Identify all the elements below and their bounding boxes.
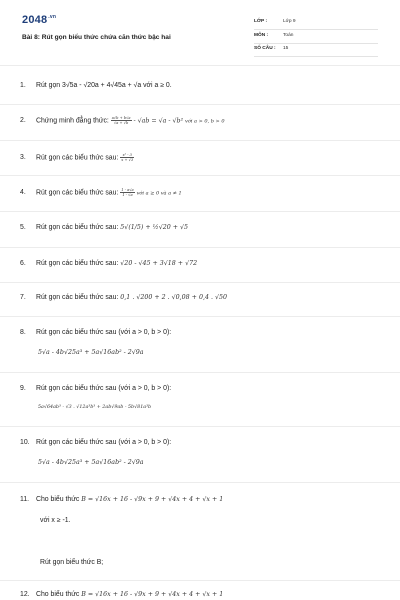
divider bbox=[0, 175, 400, 176]
divider bbox=[254, 56, 378, 57]
header-divider bbox=[0, 65, 400, 66]
divider bbox=[0, 580, 400, 581]
divider bbox=[0, 247, 400, 248]
question-2: 2. Chứng minh đẳng thức: $\frac{a√b + b√a}{√a + √b}$ - √ab = √a - √b² với a > 0, b > 0 bbox=[20, 116, 225, 125]
question-1: 1. Rút gọn 3√5a - √20a + 4√45a + √a với a ≥ 0. bbox=[20, 82, 172, 89]
question-9: 9. Rút gọn các biểu thức sau (với a > 0, b > 0): bbox=[20, 385, 172, 392]
subject-label: MÔN : bbox=[254, 33, 269, 38]
question-4: 4. Rút gọn các biểu thức sau: $\frac{1 - a√a}{1 - √a}$ với a ≥ 0 và a ≠ 1 bbox=[20, 188, 182, 197]
divider bbox=[0, 482, 400, 483]
question-12: 12. Cho biểu thức B = √16x + 16 - √9x + 9 + √4x + 4 + √x + 1 bbox=[20, 591, 224, 598]
question-count-value: 15 bbox=[283, 46, 289, 51]
question-7: 7. Rút gọn các biểu thức sau: 0,1 . √200 + 2 . √0,08 + 0,4 . √50 bbox=[20, 294, 227, 301]
question-10: 10. Rút gọn các biểu thức sau (với a > 0, b > 0): bbox=[20, 439, 172, 446]
question-3: 3. Rút gọn các biểu thức sau: $\frac{\text{x² - 3}}{x + √3}$ bbox=[20, 153, 134, 162]
question-11-condition: với x ≥ -1. bbox=[40, 517, 71, 524]
divider bbox=[0, 316, 400, 317]
divider bbox=[0, 104, 400, 105]
question-11: 11. Cho biểu thức B = √16x + 16 - √9x + 9 + √4x + 4 + √x + 1 bbox=[20, 496, 224, 503]
divider bbox=[0, 211, 400, 212]
question-8-expression: 5√a - 4b√25a³ + 5a√16ab² - 2√9a bbox=[38, 349, 144, 356]
divider bbox=[0, 426, 400, 427]
question-5: 5. Rút gọn các biểu thức sau: 5√(1/5) + ½√20 + √5 bbox=[20, 224, 189, 231]
document-header bbox=[0, 0, 400, 66]
class-value: Lớp 9 bbox=[283, 19, 296, 24]
class-label: LỚP : bbox=[254, 19, 268, 24]
divider bbox=[0, 282, 400, 283]
subject-value: Toán bbox=[283, 33, 294, 38]
divider bbox=[0, 140, 400, 141]
question-6: 6. Rút gọn các biểu thức sau: √20 - √45 + 3√18 + √72 bbox=[20, 260, 198, 267]
question-11-task: Rút gọn biểu thức B; bbox=[40, 559, 104, 566]
question-9-expression: 5a√64ab³ - √3 . √12a³b³ + 2ab√9ab - 5b√81a³b bbox=[38, 405, 152, 410]
divider bbox=[254, 29, 378, 30]
question-10-expression: 5√a - 4b√25a³ + 5a√16ab² - 2√9a bbox=[38, 459, 144, 466]
question-count-label: SỐ CÂU : bbox=[254, 46, 276, 51]
page-title: Bài 8: Rút gọn biểu thức chứa căn thức bậc hai bbox=[22, 34, 171, 41]
question-8: 8. Rút gọn các biểu thức sau (với a > 0, b > 0): bbox=[20, 329, 172, 336]
divider bbox=[0, 372, 400, 373]
divider bbox=[254, 43, 378, 44]
site-logo[interactable]: $2048^{.vn}$ bbox=[22, 14, 57, 26]
